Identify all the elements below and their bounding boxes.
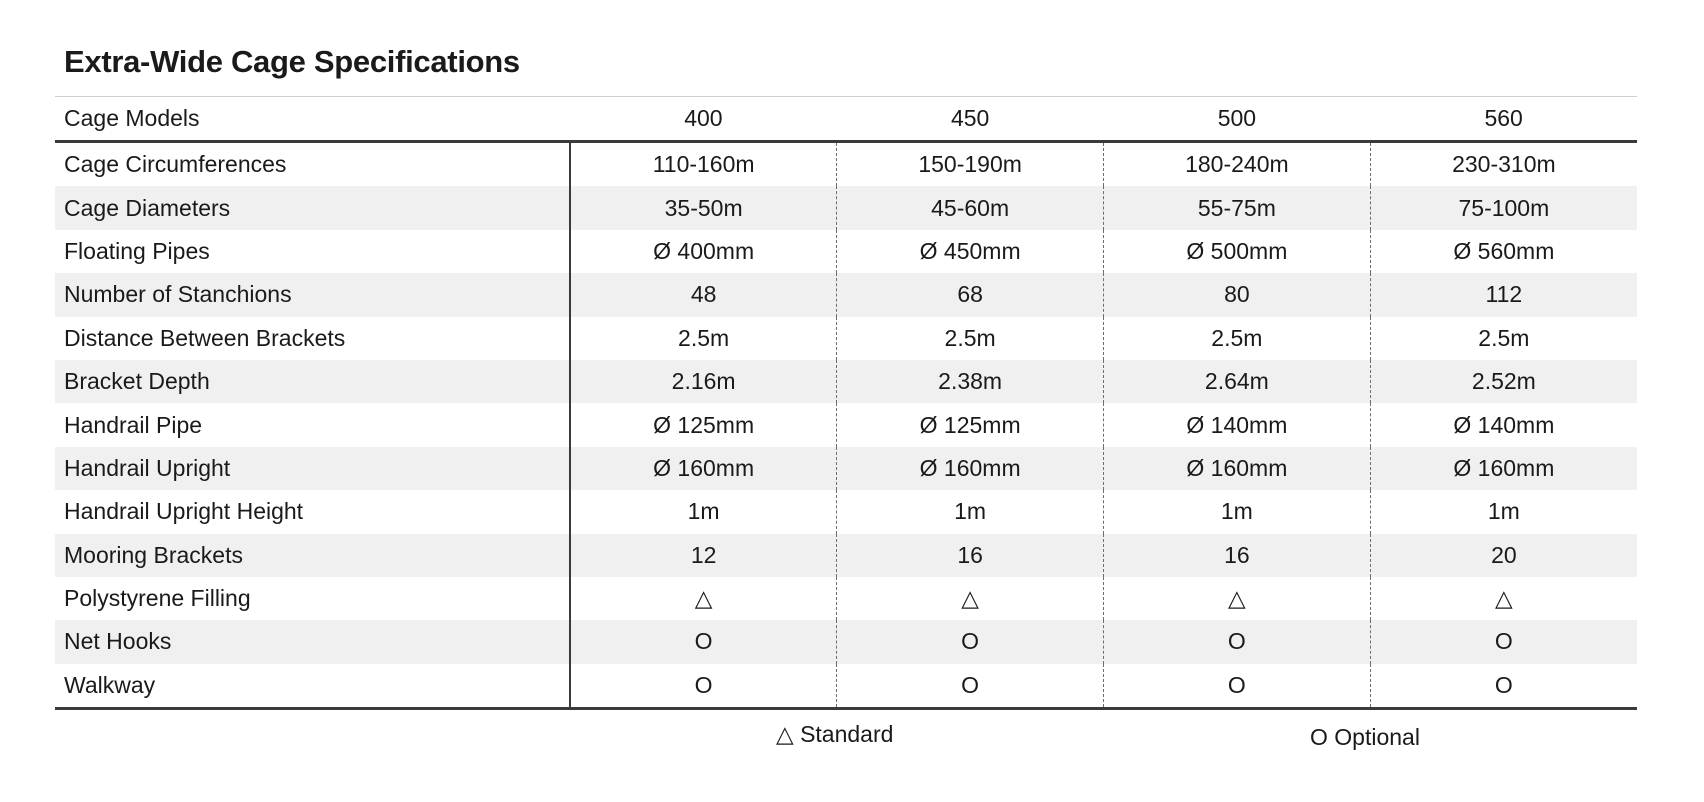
- specifications-table: [55, 96, 1637, 710]
- spec-value: 1m: [570, 490, 837, 533]
- spec-value: 68: [837, 273, 1104, 316]
- row-label: Floating Pipes: [55, 230, 570, 273]
- table-row: [55, 403, 1637, 446]
- spec-value: 45-60m: [837, 186, 1104, 229]
- spec-value: 2.38m: [837, 360, 1104, 403]
- table-row: [55, 577, 1637, 620]
- spec-value: △: [1104, 577, 1371, 620]
- spec-value: 2.16m: [570, 360, 837, 403]
- spec-value: 230-310m: [1370, 142, 1637, 187]
- table-row: [55, 664, 1637, 709]
- row-label: Cage Diameters: [55, 186, 570, 229]
- model-header: 450: [837, 97, 1104, 142]
- spec-value: Ø 125mm: [570, 403, 837, 446]
- table-row: [55, 273, 1637, 316]
- spec-value: Ø 160mm: [1104, 447, 1371, 490]
- spec-value: 16: [1104, 534, 1371, 577]
- legend-optional: O Optional: [1310, 724, 1420, 750]
- table-row: [55, 490, 1637, 533]
- spec-value: 20: [1370, 534, 1637, 577]
- spec-value: 2.52m: [1370, 360, 1637, 403]
- table-row: [55, 142, 1637, 187]
- spec-value: Ø 400mm: [570, 230, 837, 273]
- spec-value: 110-160m: [570, 142, 837, 187]
- spec-value: O: [1104, 620, 1371, 663]
- row-label: Walkway: [55, 664, 570, 709]
- spec-value: 150-190m: [837, 142, 1104, 187]
- spec-value: △: [570, 577, 837, 620]
- table-row: [55, 230, 1637, 273]
- model-header: 560: [1370, 97, 1637, 142]
- table-row: [55, 186, 1637, 229]
- spec-value: 16: [837, 534, 1104, 577]
- table-header: [55, 97, 1637, 142]
- spec-value: Ø 500mm: [1104, 230, 1371, 273]
- spec-value: O: [837, 620, 1104, 663]
- header-row: [55, 97, 1637, 142]
- spec-value: 48: [570, 273, 837, 316]
- spec-value: O: [837, 664, 1104, 709]
- spec-value: 12: [570, 534, 837, 577]
- spec-value: 2.5m: [1370, 317, 1637, 360]
- row-label: Handrail Upright Height: [55, 490, 570, 533]
- spec-value: △: [837, 577, 1104, 620]
- spec-value: 180-240m: [1104, 142, 1371, 187]
- row-label: Mooring Brackets: [55, 534, 570, 577]
- spec-value: Ø 140mm: [1104, 403, 1371, 446]
- spec-value: O: [570, 664, 837, 709]
- row-label: Cage Circumferences: [55, 142, 570, 187]
- spec-value: 2.5m: [837, 317, 1104, 360]
- spec-value: 112: [1370, 273, 1637, 316]
- row-label: Handrail Upright: [55, 447, 570, 490]
- header-label: Cage Models: [55, 97, 570, 142]
- spec-value: 35-50m: [570, 186, 837, 229]
- spec-value: Ø 560mm: [1370, 230, 1637, 273]
- table-body: [55, 142, 1637, 709]
- table-row: [55, 360, 1637, 403]
- row-label: Distance Between Brackets: [55, 317, 570, 360]
- spec-value: O: [1370, 620, 1637, 663]
- spec-value: 1m: [1104, 490, 1371, 533]
- spec-value: △: [1370, 577, 1637, 620]
- row-label: Bracket Depth: [55, 360, 570, 403]
- table-row: [55, 447, 1637, 490]
- spec-value: O: [570, 620, 837, 663]
- spec-value: O: [1104, 664, 1371, 709]
- row-label: Net Hooks: [55, 620, 570, 663]
- spec-value: Ø 125mm: [837, 403, 1104, 446]
- model-header: 400: [570, 97, 837, 142]
- legend-standard: △ Standard: [776, 721, 894, 747]
- table-row: [55, 317, 1637, 360]
- spec-value: 55-75m: [1104, 186, 1371, 229]
- spec-value: 2.64m: [1104, 360, 1371, 403]
- spec-value: 75-100m: [1370, 186, 1637, 229]
- table-row: [55, 534, 1637, 577]
- spec-value: 1m: [837, 490, 1104, 533]
- spec-value: 2.5m: [1104, 317, 1371, 360]
- spec-value: 80: [1104, 273, 1371, 316]
- spec-value: O: [1370, 664, 1637, 709]
- spec-value: Ø 160mm: [570, 447, 837, 490]
- spec-value: Ø 450mm: [837, 230, 1104, 273]
- model-header: 500: [1104, 97, 1371, 142]
- spec-value: Ø 160mm: [1370, 447, 1637, 490]
- table-row: [55, 620, 1637, 663]
- row-label: Handrail Pipe: [55, 403, 570, 446]
- spec-value: Ø 160mm: [837, 447, 1104, 490]
- page-title: Extra-Wide Cage Specifications: [64, 44, 520, 79]
- spec-value: Ø 140mm: [1370, 403, 1637, 446]
- spec-value: 2.5m: [570, 317, 837, 360]
- row-label: Number of Stanchions: [55, 273, 570, 316]
- row-label: Polystyrene Filling: [55, 577, 570, 620]
- spec-value: 1m: [1370, 490, 1637, 533]
